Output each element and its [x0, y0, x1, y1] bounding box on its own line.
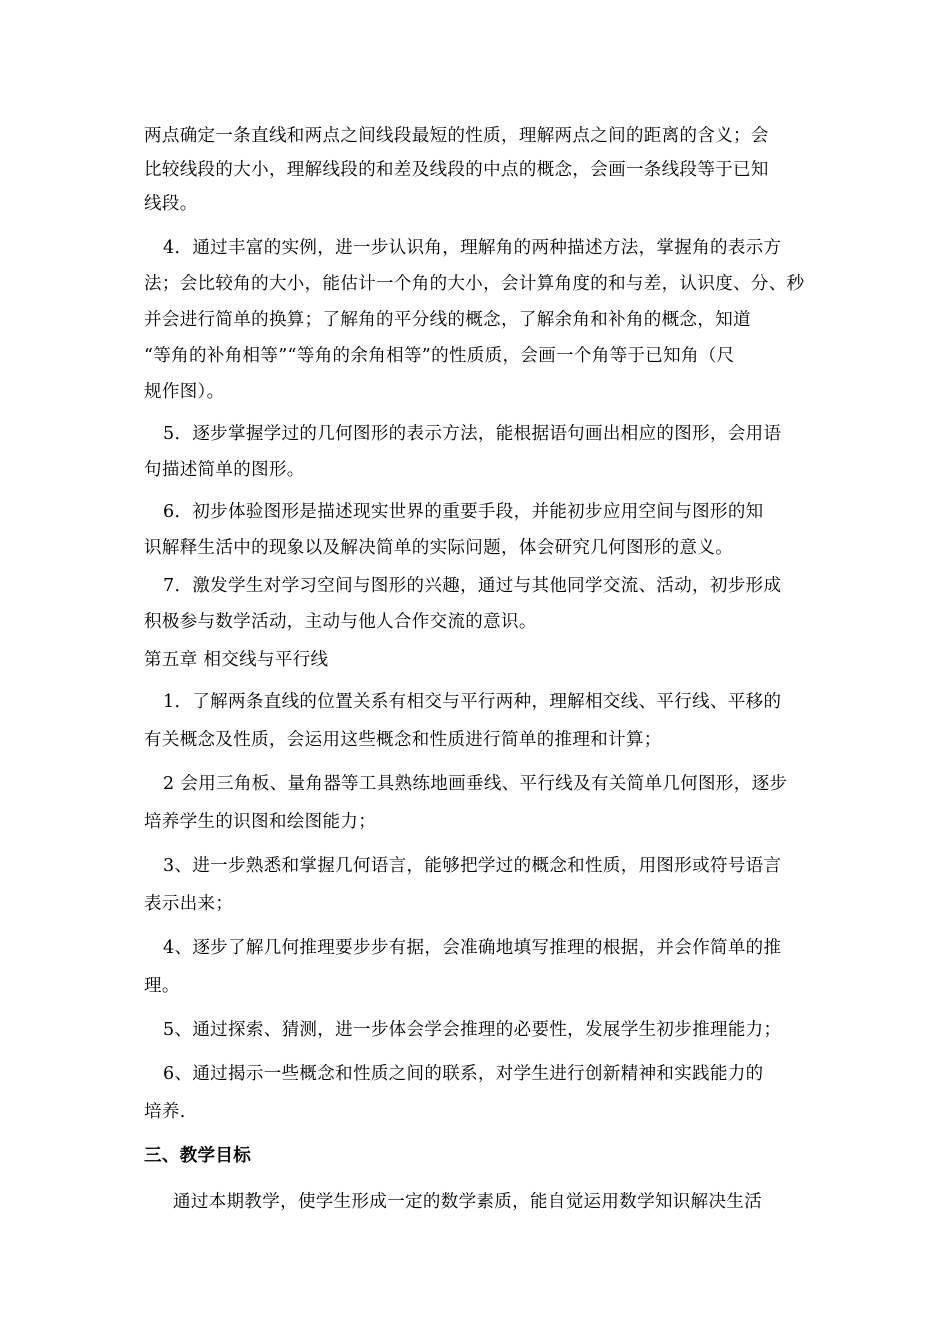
- section-heading: 三、教学目标: [144, 1146, 252, 1166]
- text-line: 2 会用三角板、量角器等工具熟练地画垂线、平行线及有关简单几何图形，逐步: [163, 774, 788, 794]
- text-line: 法；会比较角的大小，能估计一个角的大小，会计算角度的和与差，认识度、分、秒: [144, 274, 805, 294]
- text-line: 6．初步体验图形是描述现实世界的重要手段，并能初步应用空间与图形的知: [163, 502, 764, 522]
- text-line: 培养学生的识图和绘图能力；: [144, 812, 377, 832]
- text-line: 3、进一步熟悉和掌握几何语言，能够把学过的概念和性质，用图形或符号语言: [163, 856, 782, 876]
- text-line: 并会进行简单的换算；了解角的平分线的概念，了解余角和补角的概念，知道: [144, 310, 751, 330]
- text-line: 线段。: [144, 194, 198, 214]
- text-line: 通过本期教学，使学生形成一定的数学素质，能自觉运用数学知识解决生活: [173, 1192, 763, 1212]
- text-line: 比较线段的大小，理解线段的和差及线段的中点的概念，会画一条线段等于已知: [144, 160, 769, 180]
- text-line: 积极参与数学活动，主动与他人合作交流的意识。: [144, 612, 537, 632]
- text-line: 7．激发学生对学习空间与图形的兴趣，通过与其他同学交流、活动，初步形成: [163, 576, 782, 596]
- text-line: 表示出来；: [144, 894, 234, 914]
- text-line: 有关概念及性质，会运用这些概念和性质进行简单的推理和计算；: [144, 730, 662, 750]
- chapter-title: 第五章 相交线与平行线: [144, 650, 329, 670]
- text-line: 规作图）。: [144, 382, 225, 402]
- text-line: 句描述简单的图形。: [144, 460, 305, 480]
- text-line: 识解释生活中的现象以及解决简单的实际问题，体会研究几何图形的意义。: [144, 538, 734, 558]
- text-line: 两点确定一条直线和两点之间线段最短的性质，理解两点之间的距离的含义；会: [144, 126, 769, 146]
- text-line: “等角的补角相等”“等角的余角相等”的性质质，会画一个角等于已知角（尺: [144, 346, 735, 366]
- text-line: 5．逐步掌握学过的几何图形的表示方法，能根据语句画出相应的图形，会用语: [163, 424, 782, 444]
- text-line: 培养.: [144, 1102, 186, 1122]
- text-line: 6、通过揭示一些概念和性质之间的联系，对学生进行创新精神和实践能力的: [163, 1064, 764, 1084]
- text-line: 4．通过丰富的实例，进一步认识角，理解角的两种描述方法，掌握角的表示方: [163, 238, 782, 258]
- text-line: 4、逐步了解几何推理要步步有据，会准确地填写推理的根据，并会作简单的推: [163, 938, 782, 958]
- text-line: 5、通过探索、猜测，进一步体会学会推理的必要性，发展学生初步推理能力；: [163, 1020, 782, 1040]
- text-line: 1．了解两条直线的位置关系有相交与平行两种，理解相交线、平行线、平移的: [163, 692, 782, 712]
- text-line: 理。: [144, 976, 180, 996]
